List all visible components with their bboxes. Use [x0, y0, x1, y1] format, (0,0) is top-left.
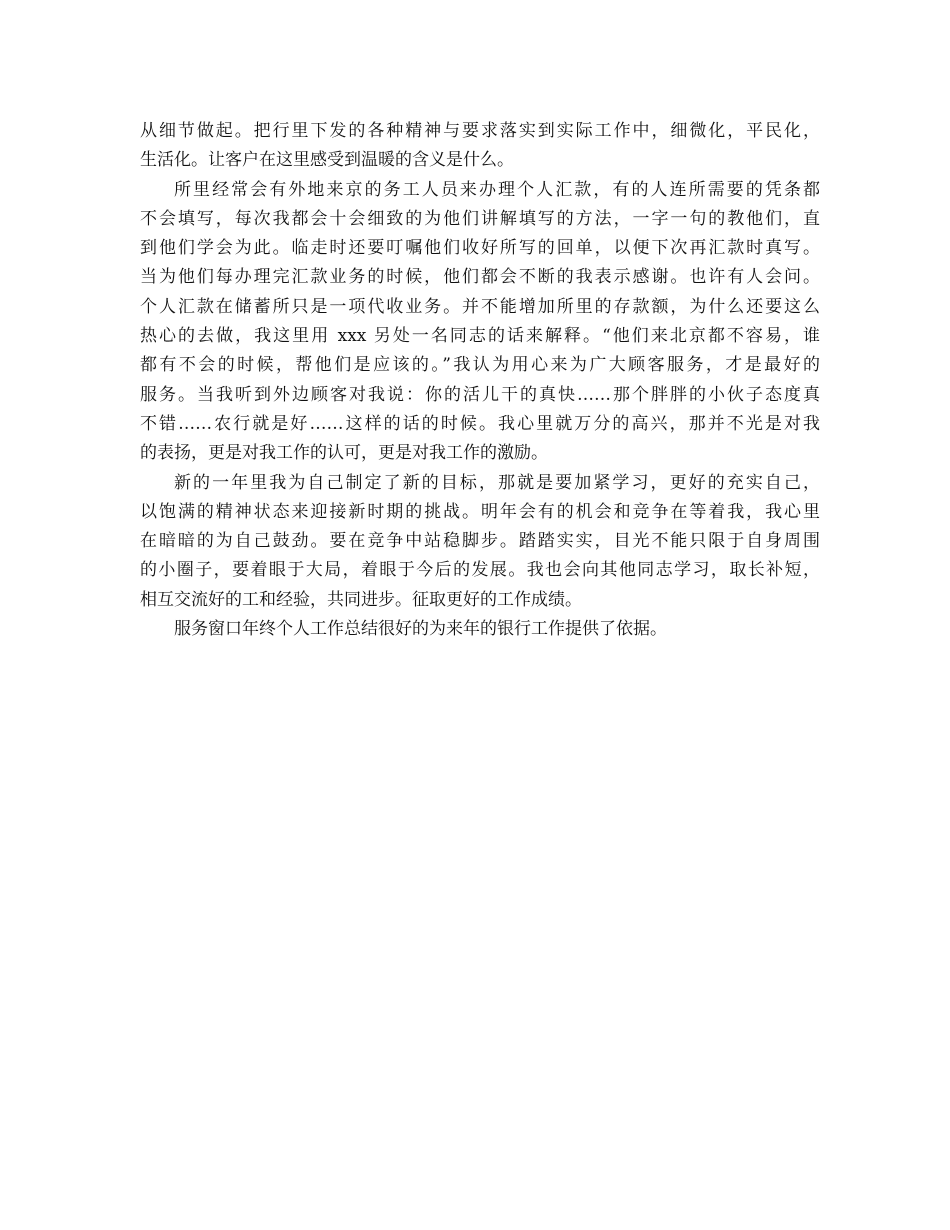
text-line: 从细节做起。把行里下发的各种精神与要求落实到实际工作中，细微化，平民化， [140, 121, 820, 141]
text-line: 个人汇款在储蓄所只是一项代收业务。并不能增加所里的存款额，为什么还要这么 [140, 296, 820, 317]
text-line: 服务窗口年终个人工作总结很好的为来年的银行工作提供了依据。 [174, 619, 667, 640]
paragraph-1 [140, 117, 820, 176]
paragraph-4 [140, 615, 820, 644]
text-line: 不错……农行就是好……这样的话的时候。我心里就万分的高兴，那并不光是对我 [140, 413, 820, 434]
text-line: 不会填写，每次我都会十会细致的为他们讲解填写的方法，一字一句的教他们，直 [140, 208, 820, 229]
text-line: 在暗暗的为自己鼓劲。要在竞争中站稳脚步。踏踏实实，目光不能只限于自身周围 [140, 531, 820, 552]
text-line: 到他们学会为此。临走时还要叮嘱他们收好所写的回单，以便下次再汇款时真写。 [140, 238, 820, 259]
paragraph-2 [140, 176, 820, 469]
text-line: 都有不会的时候，帮他们是应该的。”我认为用心来为广大顾客服务，才是最好的 [140, 355, 820, 376]
text-line: 新的一年里我为自己制定了新的目标，那就是要加紧学习，更好的充实自己， [174, 472, 820, 493]
text-line: 服务。当我听到外边顾客对我说：你的活儿干的真快……那个胖胖的小伙子态度真 [140, 384, 820, 405]
text-line: 的表扬，更是对我工作的认可，更是对我工作的激励。 [140, 443, 548, 464]
text-line: 生活化。让客户在这里感受到温暖的含义是什么。 [140, 150, 514, 171]
document-body [140, 117, 820, 644]
text-line: 的小圈子，要着眼于大局，着眼于今后的发展。我也会向其他同志学习，取长补短， [140, 560, 820, 581]
text-line: 所里经常会有外地来京的务工人员来办理个人汇款，有的人连所需要的凭条都 [174, 179, 820, 200]
text-line: 相互交流好的工和经验，共同进步。征取更好的工作成绩。 [140, 589, 582, 610]
paragraph-3 [140, 469, 820, 615]
text-line: 以饱满的精神状态来迎接新时期的挑战。明年会有的机会和竞争在等着我，我心里 [140, 501, 820, 522]
text-line: 当为他们每办理完汇款业务的时候，他们都会不断的我表示感谢。也许有人会问。 [140, 267, 820, 288]
text-line: 热心的去做，我这里用 xxx 另处一名同志的话来解释。“他们来北京都不容易，谁 [140, 326, 820, 347]
